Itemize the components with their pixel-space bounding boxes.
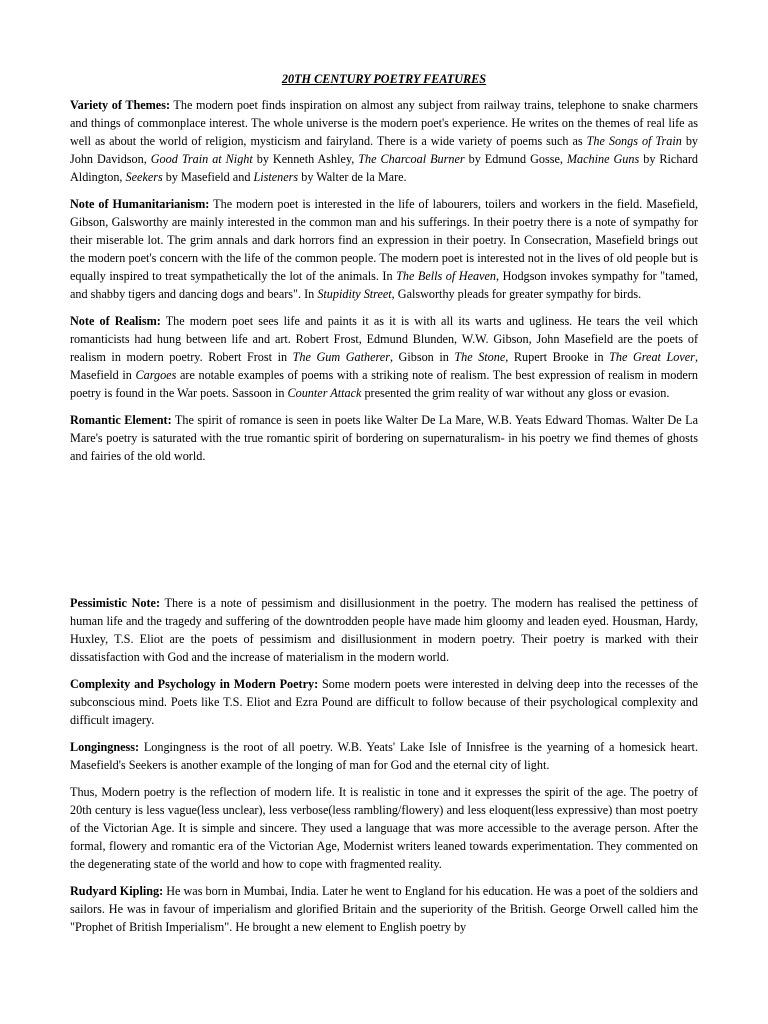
paragraph-text: Longingness is the root of all poetry. W.B. Yeats' Lake Isle of Innisfree is the yearning of a homesick heart. Masefield's Seekers is another example of the longing of man for God and the eternal city of light. [70,740,698,772]
paragraph-variety-of-themes [70,96,698,186]
paragraph-text: presented the grim reality of war without any gloss or evasion. [361,386,670,400]
paragraph-text: The modern poet is interested in the life of labourers, toilers and workers in the field. Masefield, Gibson, Galsworthy are mainly interested in the common man and his sufferings. In their poetry there is a note of sympathy for their miserable lot. The grim annals and dark horrors find an expression in their poetry. In Consecration, Masefield brings out the modern poet's concern with the life of the common people. The modern poet is interested not in the lives of old people but is equally inspired to treat sympathetically the lot of the animals. In [70,197,699,283]
poem-title: The Charcoal Burner [358,152,465,166]
paragraph-heading: Pessimistic Note: [70,596,161,610]
poem-title: The Gum Gatherer [292,350,390,364]
poem-title: The Great Lover [609,350,695,364]
paragraph-text: , Masefield in [70,350,698,382]
paragraph-heading: Romantic Element: [70,413,172,427]
paragraph-text: Thus, Modern poetry is the reflection of modern life. It is realistic in tone and it expresses the spirit of the age. The poetry of 20th century is less vague(less unclear), less verbose(less rambling/flowery) and less eloquent(less expressive) than most poetry of the Victorian Age. It is simple and sincere. They used a language that was more accessible to the average person. After the formal, flowery and romantic era of the Victorian Age, Modernist writers leaned towards experimentation. They commented on the degenerating state of the world and how to cope with fragmented reality. [70,785,698,871]
paragraph-text: , Hodgson invokes sympathy for "tamed, and shabby tigers and dancing dogs and bears". In [70,269,698,301]
paragraph-heading: Note of Realism: [70,314,161,328]
paragraph-text: The modern poet finds inspiration on almost any subject from railway trains, telephone to snake charmers and things of commonplace interest. The whole universe is the modern poet's experience. He writes on the themes of real life as well as about the world of religion, mysticism and fairyland. There is a wide variety of poems such as [70,98,698,148]
paragraph-romantic-element [70,411,698,465]
paragraph-heading: Note of Humanitarianism: [70,197,210,211]
poem-title: Good Train at Night [150,152,253,166]
paragraph-text: by Kenneth Ashley, [252,152,359,166]
paragraph-text: by Edmund Gosse, [464,152,567,166]
paragraph-text: are notable examples of poems with a striking note of realism. The best expression of realism in modern poetry is found in the War poets. Sassoon in [70,368,698,400]
paragraph-text: by John Davidson, [70,134,699,166]
paragraph-heading: Complexity and Psychology in Modern Poetry: [70,677,319,691]
paragraph-rudyard-kipling [70,882,698,936]
document-page [70,70,698,945]
poem-title: Counter Attack [287,386,362,400]
paragraph-text: by Masefield and [162,170,254,184]
poem-title: Listeners [253,170,299,184]
poem-title: The Stone [454,350,506,364]
document-title: 20TH CENTURY POETRY FEATURES [281,72,487,86]
paragraph-text: , Galsworthy pleads for greater sympathy for birds. [391,287,642,301]
paragraph-pessimistic-note [70,594,698,666]
paragraph-realism [70,312,698,402]
paragraph-heading: Longingness: [70,740,140,754]
paragraph-text: There is a note of pessimism and disillusionment in the poetry. The modern has realised the pettiness of human life and the tragedy and suffering of the downtrodden people have made him gloomy and leaden eyed. Housman, Hardy, Huxley, T.S. Eliot are the poets of pessimism and disillusionment in modern poetry. Their poetry is marked with their dissatisfaction with God and the increase of materialism in the modern world. [70,596,698,664]
poem-title: Machine Guns [566,152,640,166]
paragraph-heading: Variety of Themes: [70,98,171,112]
paragraph-text: by Walter de la Mare. [298,170,407,184]
paragraph-humanitarianism [70,195,698,303]
paragraph-longingness [70,738,698,774]
paragraph-complexity [70,675,698,729]
poem-title: The Songs of Train [586,134,682,148]
paragraph-text: He was born in Mumbai, India. Later he went to England for his education. He was a poet of the soldiers and sailors. He was in favour of imperialism and glorified Britain and the superiority of the British. George Orwell called him the "Prophet of British Imperialism". He brought a new element to English poetry by [70,884,698,934]
blank-space [70,474,698,594]
paragraph-conclusion [70,783,698,873]
paragraph-text: Some modern poets were interested in delving deep into the recesses of the subconscious mind. Poets like T.S. Eliot and Ezra Pound are difficult to follow because of their psychological complexity and difficult imagery. [70,677,698,727]
paragraph-text: The modern poet sees life and paints it as it is with all its warts and ugliness. He tears the veil which romanticists had hung between life and art. Robert Frost, Edmund Blunden, W.W. Gibson, John Masefield are the poets of realism in modern poetry. Robert Frost in [70,314,698,364]
poem-title: The Bells of Heaven [396,269,496,283]
poem-title: Seekers [125,170,163,184]
poem-title: Stupidity Street [317,287,392,301]
paragraph-text: The spirit of romance is seen in poets like Walter De La Mare, W.B. Yeats Edward Thomas. Walter De La Mare's poetry is saturated with the true romantic spirit of bordering on supernaturalism- in his poetry we find themes of ghosts and fairies of the old world. [70,413,698,463]
paragraph-text: , Gibson in [389,350,455,364]
paragraph-text: by Richard Aldington, [70,152,698,184]
poem-title: Cargoes [135,368,177,382]
paragraph-heading: Rudyard Kipling: [70,884,164,898]
paragraph-text: , Rupert Brooke in [505,350,610,364]
